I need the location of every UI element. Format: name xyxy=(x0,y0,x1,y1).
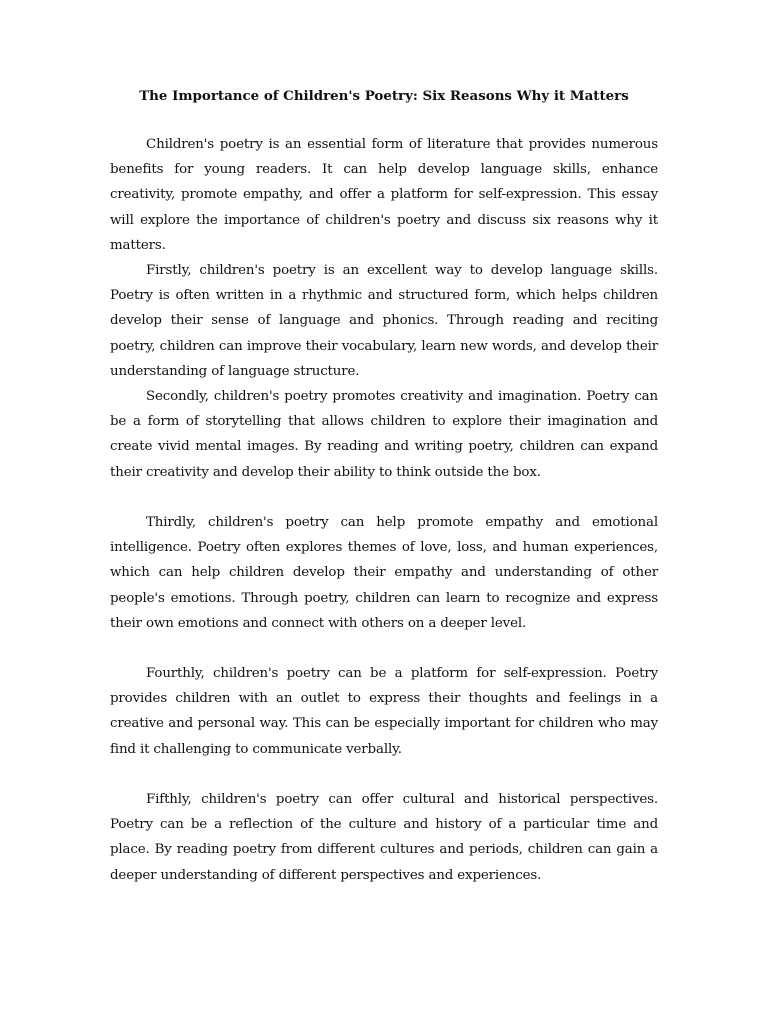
paragraph-firstly: Firstly, children's poetry is an excellent way to develop language skills. Poetry is often written in a rhythmic and structured form, which helps children develop their sense of language and phonics. Through reading and reciting poetry, children can improve their vocabulary, learn new words, and develop their understanding of language structure. xyxy=(110,263,658,379)
paragraph-secondly: Secondly, children's poetry promotes creativity and imagination. Poetry can be a form of storytelling that allows children to explore their imagination and create vivid mental images. By reading and writing poetry, children can expand their creativity and develop their ability to think outside the box. xyxy=(110,389,658,480)
document-title: The Importance of Children's Poetry: Six Reasons Why it Matters xyxy=(139,88,629,104)
paragraph-introduction: Children's poetry is an essential form of literature that provides numerous benefits for young readers. It can help develop language skills, enhance creativity, promote empathy, and offer a platform for self-expression. This essay will explore the importance of children's poetry and discuss six reasons why it matters. xyxy=(110,137,658,253)
paragraph-fourthly: Fourthly, children's poetry can be a platform for self-expression. Poetry provides children with an outlet to express their thoughts and feelings in a creative and personal way. This can be especially important for children who may find it challenging to communicate verbally. xyxy=(110,666,658,757)
paragraph-fifthly: Fifthly, children's poetry can offer cultural and historical perspectives. Poetry can be a reflection of the culture and history of a particular time and place. By reading poetry from different cultures and periods, children can gain a deeper understanding of different perspectives and experiences. xyxy=(110,792,658,883)
paragraph-thirdly: Thirdly, children's poetry can help promote empathy and emotional intelligence. Poetry often explores themes of love, loss, and human experiences, which can help children develop their empathy and understanding of other people's emotions. Through poetry, children can learn to recognize and express their own emotions and connect with others on a deeper level. xyxy=(110,515,658,631)
